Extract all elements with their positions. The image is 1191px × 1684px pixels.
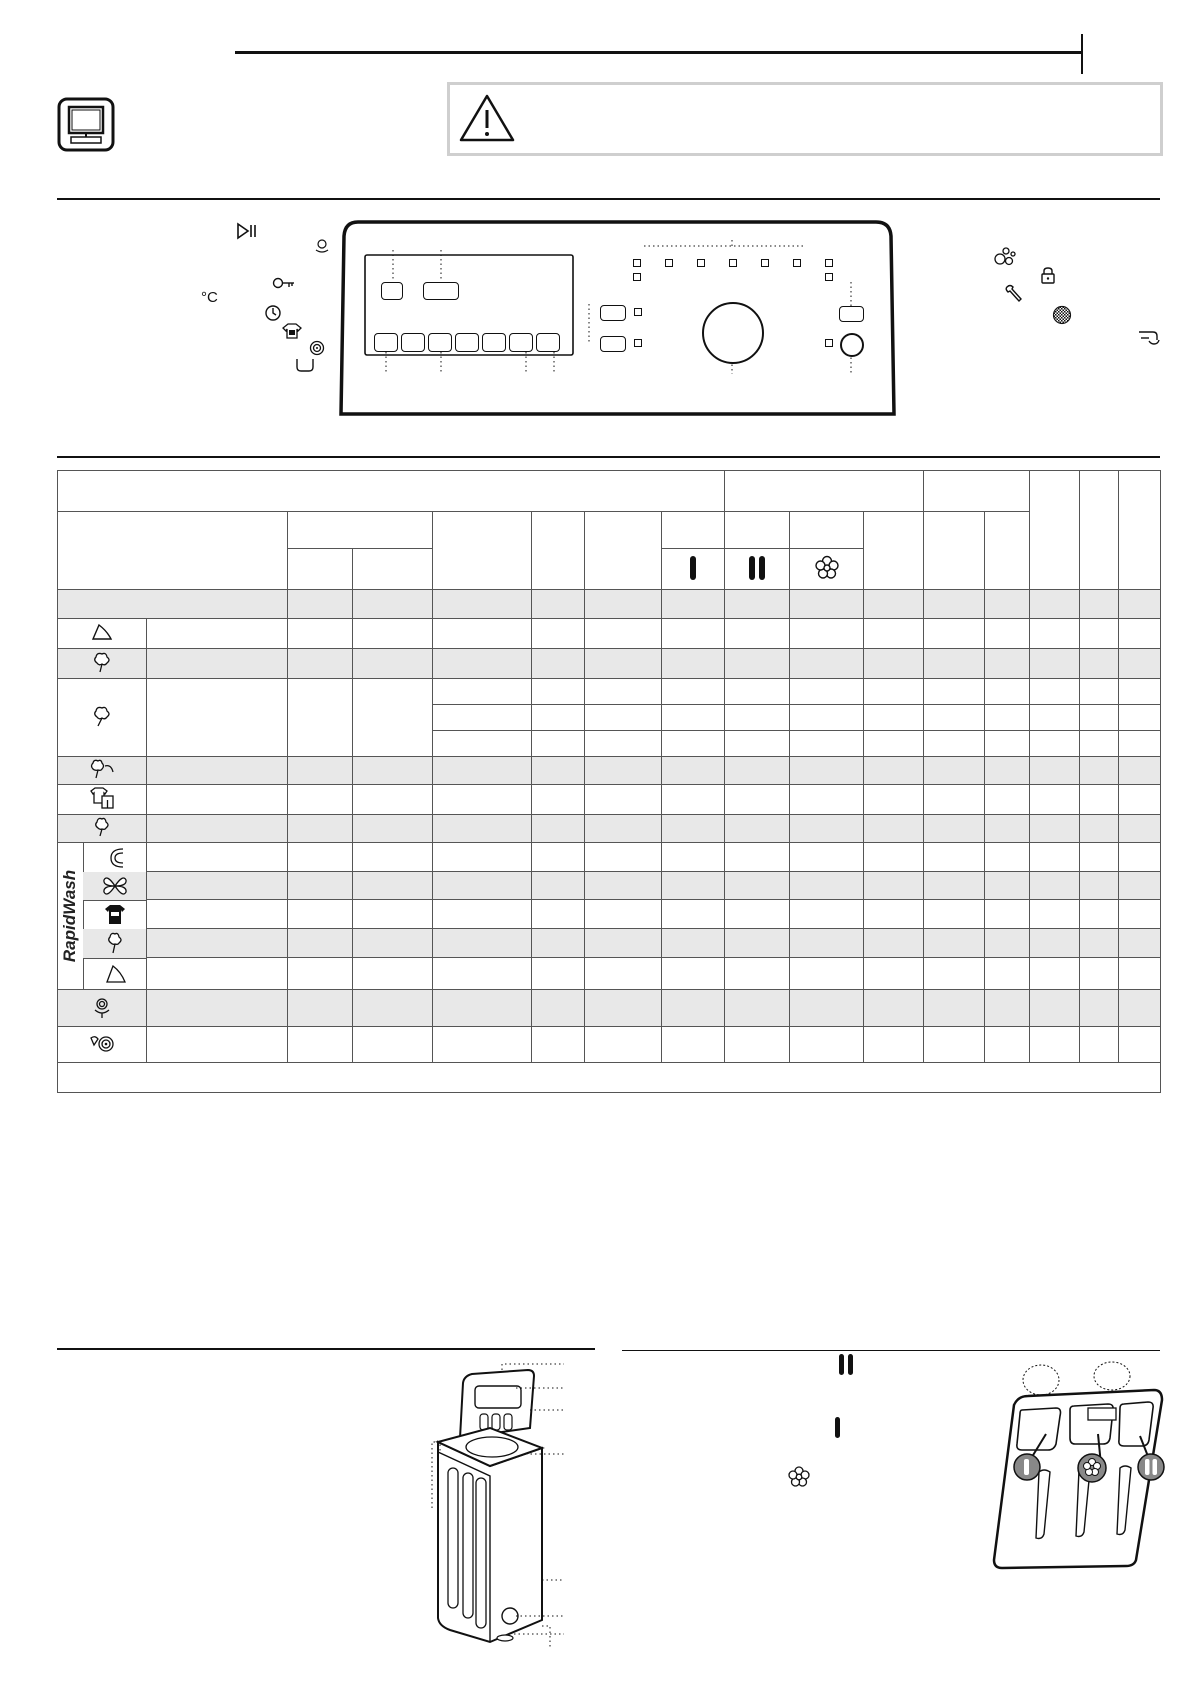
table-head-cell (532, 512, 585, 590)
softener-flower-icon (790, 549, 864, 590)
panel-option-button-5[interactable] (482, 333, 506, 352)
panel-spin-button[interactable] (600, 336, 626, 352)
spin-spiral-icon (309, 340, 325, 356)
header-rule-tick (1081, 34, 1083, 74)
table-head-cell (585, 512, 662, 590)
table-head-cell (433, 512, 532, 590)
steam-hygiene-icon (313, 237, 331, 255)
table-head-cell (1080, 471, 1119, 590)
synthetic-triangle-icon (58, 619, 147, 649)
table-row (147, 649, 288, 679)
section-rule-bottom-left (57, 1348, 595, 1350)
door-lock-icon (1040, 266, 1056, 284)
rapid-wash-label: RapidWash (60, 869, 80, 963)
computer-monitor-icon (57, 97, 115, 152)
panel-led-b2 (697, 259, 705, 267)
table-row (147, 990, 288, 1027)
panel-led-b1 (665, 259, 673, 267)
rapid-spin-icon (83, 843, 146, 873)
table-head-cell (353, 549, 433, 590)
panel-led-spin (634, 339, 642, 347)
wrench-icon (1004, 283, 1024, 303)
panel-led-a2 (633, 273, 641, 281)
warning-box (447, 82, 1163, 156)
shirt-mixed-icon (58, 785, 147, 815)
table-head-cell (58, 512, 288, 590)
panel-led-a1 (633, 259, 641, 267)
panel-option-button-4[interactable] (455, 333, 479, 352)
basin-icon (295, 357, 315, 373)
panel-led-c1 (825, 259, 833, 267)
table-row (147, 872, 288, 900)
table-head-cell (725, 512, 790, 549)
programme-table (57, 470, 1160, 1099)
cotton-eco-icon (58, 679, 147, 757)
bubbles-icon (993, 245, 1017, 267)
table-head-cell (288, 549, 353, 590)
delay-timer-icon (264, 304, 282, 322)
section-rule-controls (57, 198, 1160, 200)
panel-power-button[interactable] (840, 333, 864, 357)
programme-dial[interactable] (702, 302, 764, 364)
panel-start-button[interactable] (839, 306, 864, 322)
rapid-shirt-icon (83, 900, 146, 930)
panel-led-b3 (729, 259, 737, 267)
rapid-cotton-icon (83, 929, 146, 959)
table-row (147, 785, 288, 815)
table-head-cell (58, 471, 725, 512)
table-head-cell (924, 512, 985, 590)
panel-display-button-1[interactable] (381, 282, 403, 300)
shirt-icon (282, 322, 302, 340)
section-rule-table (57, 456, 1160, 458)
table-footnote-row (58, 1063, 1161, 1093)
panel-led-b4 (761, 259, 769, 267)
softener-flower-icon-bottom (787, 1465, 811, 1489)
detergent-dispenser-illustration (984, 1360, 1170, 1570)
rapid-wash-group (58, 843, 147, 990)
table-head-cell (924, 471, 1030, 512)
table-row (147, 1027, 288, 1063)
table-head-cell (790, 512, 864, 549)
table-head-cell (662, 512, 725, 549)
cotton-small-icon (58, 815, 147, 843)
table-head-cell (1119, 471, 1161, 590)
table-row (147, 843, 288, 872)
section-rule-bottom-right (622, 1350, 1160, 1351)
panel-option-button-6[interactable] (509, 333, 533, 352)
panel-led-c2 (825, 273, 833, 281)
panel-option-button-2[interactable] (401, 333, 425, 352)
filter-dot-icon (1052, 305, 1072, 325)
wash-I-icon (662, 549, 725, 590)
table-row (147, 929, 288, 958)
cotton-icon (58, 649, 147, 679)
play-pause-icon (236, 222, 258, 240)
panel-temp-button[interactable] (600, 305, 626, 321)
rinse-spin-icon (58, 1027, 147, 1063)
panel-led-b5 (793, 259, 801, 267)
table-cell (58, 590, 288, 619)
panel-option-button-3[interactable] (428, 333, 452, 352)
table-head-cell (864, 512, 924, 590)
table-row (147, 900, 288, 929)
degree-celsius-icon: °C (201, 289, 218, 306)
table-row (147, 815, 288, 843)
warning-triangle-icon (458, 93, 516, 143)
header-rule (235, 51, 1082, 54)
table-row (147, 679, 288, 757)
compartment-II-icon (838, 1353, 854, 1377)
table-head-cell (1030, 471, 1080, 590)
panel-option-button-1[interactable] (374, 333, 398, 352)
rapid-butterfly-icon (83, 872, 146, 901)
wash-II-icon (725, 549, 790, 590)
steam-icon (58, 990, 147, 1027)
panel-display-button-2[interactable] (423, 282, 459, 300)
panel-option-button-7[interactable] (536, 333, 560, 352)
top-loader-washing-machine-illustration (430, 1358, 570, 1648)
panel-led-temp (634, 308, 642, 316)
panel-led-power (825, 339, 833, 347)
rapid-synthetic-icon (83, 958, 146, 990)
cotton-mix-icon (58, 757, 147, 785)
table-head-cell (288, 512, 433, 549)
key-lock-icon (272, 276, 296, 290)
table-row (147, 958, 288, 990)
compartment-I-icon (834, 1416, 842, 1440)
water-flow-icon (1137, 327, 1161, 347)
table-head-cell (725, 471, 924, 512)
table-row (147, 757, 288, 785)
table-row (147, 619, 288, 649)
